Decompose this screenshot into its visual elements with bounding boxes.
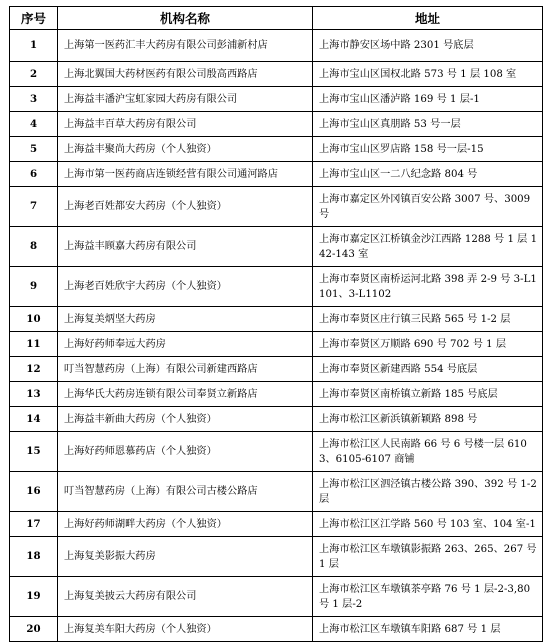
institution-name: 上海益丰新曲大药房（个人独资）	[58, 407, 313, 432]
institution-name: 上海华氏大药房连锁有限公司奉贤立新路店	[58, 382, 313, 407]
institution-name: 叮当智慧药房（上海）有限公司古楼公路店	[58, 472, 313, 512]
institution-name: 上海北翼国大药材医药有限公司殷高西路店	[58, 62, 313, 87]
institution-name: 上海好药师恩慕药店（个人独资）	[58, 432, 313, 472]
row-number: 4	[10, 112, 58, 137]
institution-address: 上海市松江区新浜镇新颖路 898 号	[313, 407, 543, 432]
institution-address: 上海市松江区江学路 560 号 103 室、104 室-1	[313, 512, 543, 537]
table-row	[10, 62, 543, 87]
institution-address: 上海市宝山区罗店路 158 号一层-15	[313, 137, 543, 162]
institution-address: 上海市松江区泗泾镇古楼公路 390、392 号 1-2 层	[313, 472, 543, 512]
row-number: 6	[10, 162, 58, 187]
table-row	[10, 112, 543, 137]
institution-address: 上海市宝山区真朋路 53 号一层	[313, 112, 543, 137]
institution-name: 上海益丰百草大药房有限公司	[58, 112, 313, 137]
institution-address: 上海市奉贤区万顺路 690 号 702 号 1 层	[313, 332, 543, 357]
table-row	[10, 187, 543, 227]
table-row	[10, 617, 543, 642]
institution-address: 上海市松江区人民南路 66 号 6 号楼一层 6103、6105-6107 商铺	[313, 432, 543, 472]
table-row	[10, 267, 543, 307]
institution-name: 上海复美炳坚大药房	[58, 307, 313, 332]
institution-address: 上海市嘉定区外冈镇百安公路 3007 号、3009 号	[313, 187, 543, 227]
institution-address: 上海市松江区车墩镇影振路 263、265、267 号 1 层	[313, 537, 543, 577]
institution-address: 上海市宝山区潘泸路 169 号 1 层-1	[313, 87, 543, 112]
institution-name: 上海益丰聚尚大药房（个人独资）	[58, 137, 313, 162]
institution-address: 上海市奉贤区南桥运河北路 398 弄 2-9 号 3-L1101、3-L1102	[313, 267, 543, 307]
table-row	[10, 357, 543, 382]
row-number: 12	[10, 357, 58, 382]
institution-name: 上海第一医药汇丰大药房有限公司彭浦新村店	[58, 30, 313, 62]
institution-name: 上海复美披云大药房有限公司	[58, 577, 313, 617]
institution-address: 上海市嘉定区江桥镇金沙江西路 1288 号 1 层 142-143 室	[313, 227, 543, 267]
table-row	[10, 30, 543, 62]
row-number: 10	[10, 307, 58, 332]
table-row	[10, 332, 543, 357]
table-row	[10, 307, 543, 332]
row-number: 19	[10, 577, 58, 617]
institution-name: 上海复美影振大药房	[58, 537, 313, 577]
header-institution-name: 机构名称	[58, 7, 313, 30]
row-number: 16	[10, 472, 58, 512]
institution-name: 上海老百姓欣宇大药房（个人独资）	[58, 267, 313, 307]
institution-name: 上海老百姓都安大药房（个人独资）	[58, 187, 313, 227]
row-number: 20	[10, 617, 58, 642]
institution-name: 上海益丰顾嘉大药房有限公司	[58, 227, 313, 267]
institution-address: 上海市奉贤区南桥镇立新路 185 号底层	[313, 382, 543, 407]
row-number: 2	[10, 62, 58, 87]
pharmacy-table	[9, 6, 543, 642]
institution-address: 上海市宝山区国权北路 573 号 1 层 108 室	[313, 62, 543, 87]
institution-name: 上海益丰潘沪宝虹家园大药房有限公司	[58, 87, 313, 112]
row-number: 1	[10, 30, 58, 62]
header-serial-number: 序号	[10, 7, 58, 30]
row-number: 3	[10, 87, 58, 112]
institution-name: 上海好药师奉远大药房	[58, 332, 313, 357]
institution-address: 上海市松江区车墩镇茶亭路 76 号 1 层-2-3,80 号 1 层-2	[313, 577, 543, 617]
table-row	[10, 382, 543, 407]
row-number: 13	[10, 382, 58, 407]
institution-address: 上海市奉贤区庄行镇三民路 565 号 1-2 层	[313, 307, 543, 332]
table-row	[10, 432, 543, 472]
institution-address: 上海市奉贤区新建西路 554 号底层	[313, 357, 543, 382]
row-number: 17	[10, 512, 58, 537]
row-number: 8	[10, 227, 58, 267]
institution-name: 上海市第一医药商店连锁经营有限公司通河路店	[58, 162, 313, 187]
table-header-row	[10, 7, 543, 30]
institution-name: 叮当智慧药房（上海）有限公司新建西路店	[58, 357, 313, 382]
header-address: 地址	[313, 7, 543, 30]
row-number: 15	[10, 432, 58, 472]
institution-address: 上海市宝山区一二八纪念路 804 号	[313, 162, 543, 187]
table-row	[10, 162, 543, 187]
row-number: 7	[10, 187, 58, 227]
table-row	[10, 472, 543, 512]
institution-name: 上海复美车阳大药房（个人独资）	[58, 617, 313, 642]
table-row	[10, 577, 543, 617]
row-number: 9	[10, 267, 58, 307]
table-row	[10, 537, 543, 577]
table-row	[10, 137, 543, 162]
institution-name: 上海好药师湖畔大药房（个人独资）	[58, 512, 313, 537]
row-number: 11	[10, 332, 58, 357]
table-row	[10, 87, 543, 112]
institution-address: 上海市松江区车墩镇车阳路 687 号 1 层	[313, 617, 543, 642]
institution-address: 上海市静安区场中路 2301 号底层	[313, 30, 543, 62]
row-number: 5	[10, 137, 58, 162]
table-row	[10, 512, 543, 537]
table-row	[10, 227, 543, 267]
row-number: 14	[10, 407, 58, 432]
row-number: 18	[10, 537, 58, 577]
table-row	[10, 407, 543, 432]
